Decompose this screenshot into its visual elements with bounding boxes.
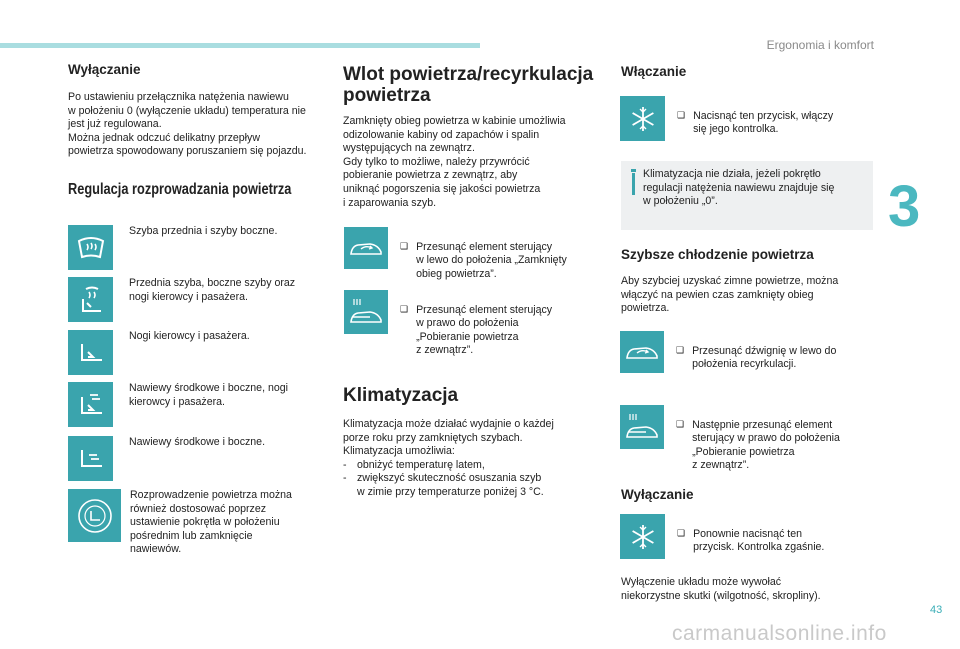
ac-section: [343, 385, 603, 500]
heading-off-ac: Wyłączanie: [621, 487, 694, 502]
step-text: ❑ Przesunąć dźwignię w lewo do położenia recyrkulacji.: [676, 344, 837, 371]
step-marker: ❑: [400, 241, 409, 252]
distribution-text: Rozprowadzenie powietrza można również dostosować poprzez ustawienie pokrętła w położeniu pośrednim lub zamknięcie nawiewów.: [130, 489, 292, 556]
info-icon: [632, 173, 635, 195]
step-marker: ❑: [677, 110, 686, 121]
vents-feet-icon: [68, 382, 113, 427]
fast-cooling-paragraph: Aby szybciej uzyskać zimne powietrze, można włączyć na pewien czas zamknięty obieg powietrza.: [621, 275, 839, 315]
off-paragraph: Po ustawieniu przełącznika natężenia nawiewu w położeniu 0 (wyłączenie układu) temperatura nie jest już regulowana. Można jednak odczuć delikatny przepływ powietrza spowodowany poruszaniem się pojazdu.: [68, 91, 307, 158]
heading-distribution: Regulacja rozprowadzania powietrza: [68, 180, 292, 198]
fast-cooling-step: [620, 405, 840, 487]
recirculation-icon: [620, 331, 664, 373]
step-marker: ❑: [676, 345, 685, 356]
step-text: ❑ Przesunąć element sterujący w prawo do położenia „Pobieranie powietrza z zewnątrz”.: [400, 303, 553, 357]
fast-cooling-step: [620, 331, 836, 385]
fast-cooling-section: [621, 247, 873, 316]
fresh-air-icon: [344, 290, 388, 334]
heading-fast-cooling: Szybsze chłodzenie powietrza: [621, 247, 814, 262]
watermark: carmanualsonline.info: [672, 622, 887, 645]
distribution-item: [68, 277, 295, 322]
fresh-air-icon: [620, 405, 664, 449]
heading-recirculation: Wlot powietrza/recyrkulacja powietrza: [343, 64, 594, 106]
distribution-text: Nogi kierowcy i pasażera.: [129, 330, 250, 342]
ac-off-section: [621, 487, 694, 502]
windscreen-demist-icon: [68, 225, 113, 270]
distribution-dial-icon: [68, 489, 121, 542]
step-text: ❑ Nacisnąć ten przycisk, włączy się jego kontrolka.: [677, 109, 834, 136]
column-right: [621, 64, 873, 79]
step-marker: ❑: [677, 528, 686, 539]
recirculation-icon: [344, 227, 388, 269]
distribution-item: [68, 382, 288, 427]
distribution-text: Przednia szyba, boczne szyby oraz nogi kierowcy i pasażera.: [129, 277, 296, 303]
distribution-item: [68, 489, 292, 557]
recirculation-paragraph: Zamknięty obieg powietrza w kabinie umożliwia odizolowanie kabiny od zapachów i spalin występujących na zewnątrz. Gdy tylko to możliwe, należy przywrócić pobieranie powietrza z zewnątrz, aby uniknąć pogorszenia się jakości powietrza i zaparowania szyb.: [343, 115, 566, 209]
step-marker: ❑: [676, 419, 685, 430]
ac-on-step: [620, 96, 833, 150]
step-text: ❑ Następnie przesunąć element sterujący w prawo do położenia „Pobieranie powietrza z zewnątrz”.: [676, 418, 840, 472]
page-number: 43: [930, 604, 943, 616]
header-accent-bar: [0, 43, 480, 48]
feet-airflow-icon: [68, 330, 113, 375]
column-left: [68, 62, 324, 199]
section-title: Ergonomia i komfort: [766, 38, 874, 52]
column-middle: [343, 64, 600, 210]
distribution-item: [68, 225, 277, 270]
step-text: ❑ Ponownie nacisnąć ten przycisk. Kontrolka zgaśnie.: [677, 527, 825, 554]
heading-on: Włączanie: [621, 64, 687, 79]
info-icon-dot: [631, 169, 636, 172]
info-box: [621, 161, 873, 230]
chapter-number: 3: [888, 174, 921, 239]
vents-icon: [68, 436, 113, 481]
distribution-item: [68, 330, 250, 375]
distribution-text: Nawiewy środkowe i boczne.: [129, 436, 266, 448]
heading-ac: Klimatyzacja: [343, 385, 459, 406]
heading-off: Wyłączanie: [68, 62, 141, 77]
ac-paragraph: Klimatyzacja może działać wydajnie o każdej porze roku przy zamkniętych szybach. Klimatyzacja umożliwia:: [343, 418, 554, 458]
distribution-item: [68, 436, 265, 481]
distribution-text: Nawiewy środkowe i boczne, nogi kierowcy i pasażera.: [129, 382, 288, 408]
step-marker: ❑: [400, 304, 409, 315]
recirculation-step: [344, 227, 567, 295]
snowflake-icon: [620, 96, 665, 141]
info-text: Klimatyzacja nie działa, jeżeli pokrętło regulacji natężenia nawiewu znajduje się w położeniu „0”.: [643, 168, 835, 208]
recirculation-step: [344, 290, 552, 372]
distribution-text: Szyba przednia i szyby boczne.: [129, 225, 278, 237]
ac-list-item: - obniżyć temperaturę latem,: [343, 458, 485, 471]
ac-list-item: - zwiększyć skuteczność osuszania szyb w zimie przy temperaturze poniżej 3 °C.: [343, 472, 544, 498]
windscreen-feet-icon: [68, 277, 113, 322]
snowflake-icon: [620, 514, 665, 559]
step-text: ❑ Przesunąć element sterujący w lewo do położenia „Zamknięty obieg powietrza”.: [400, 240, 567, 280]
ac-off-step: [620, 514, 824, 568]
off-note: Wyłączenie układu może wywołać niekorzystne skutki (wilgotność, skropliny).: [621, 576, 821, 602]
